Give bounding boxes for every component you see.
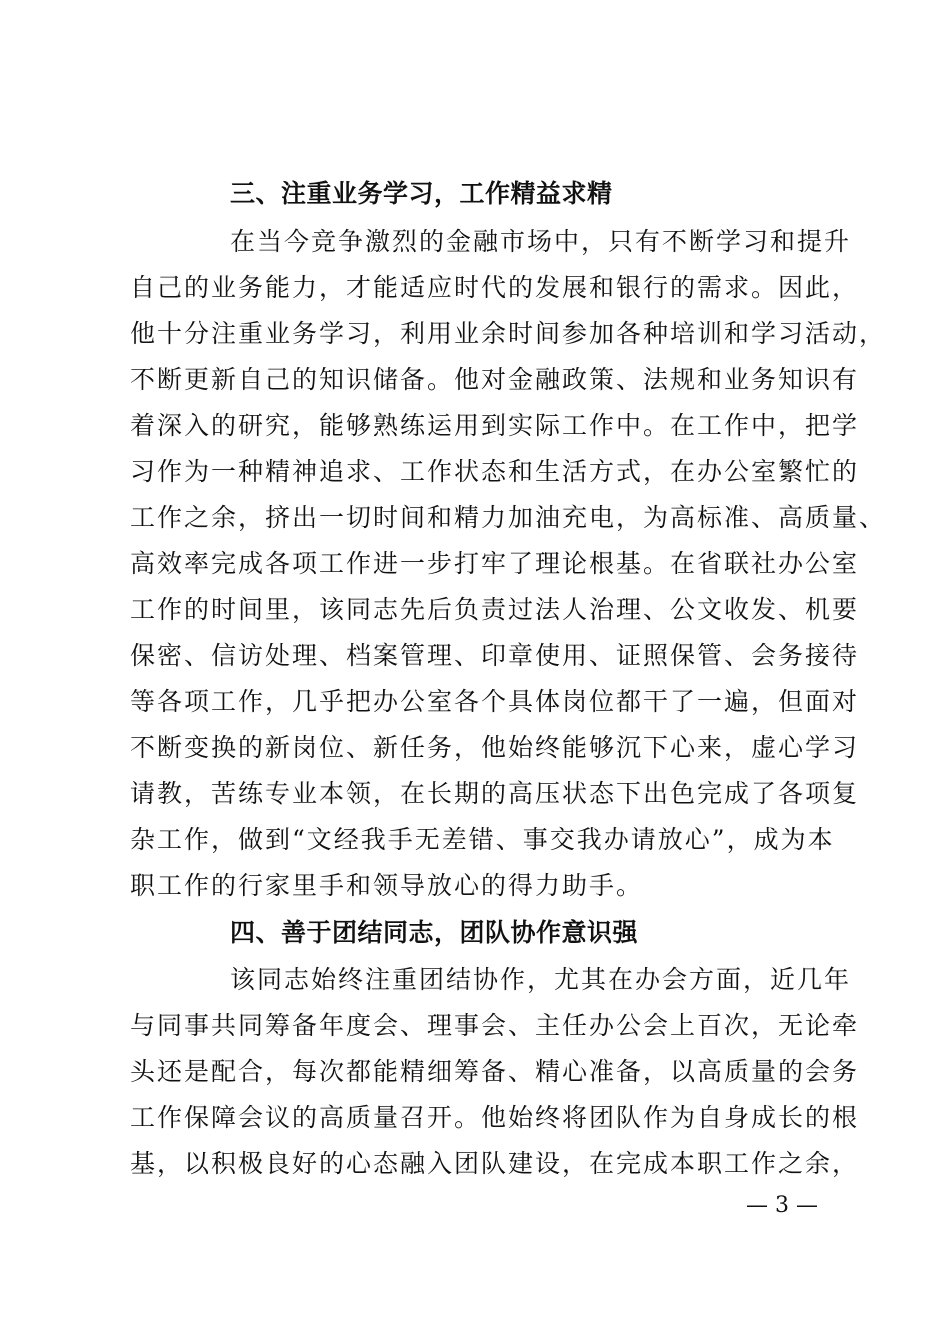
- paragraph-line: 杂工作，做到“文经我手无差错、事交我办请放心”，成为本: [130, 825, 835, 854]
- paragraph-line: 习作为一种精神追求、工作状态和生活方式，在办公室繁忙的: [130, 457, 860, 486]
- paragraph-line: 自己的业务能力，才能适应时代的发展和银行的需求。因此，: [130, 273, 860, 302]
- paragraph-line: 工作保障会议的高质量召开。他始终将团队作为自身成长的根: [130, 1103, 860, 1132]
- paragraph-line: 在当今竞争激烈的金融市场中，只有不断学习和提升: [230, 227, 852, 256]
- paragraph-line: 着深入的研究，能够熟练运用到实际工作中。在工作中，把学: [130, 411, 860, 440]
- paragraph-line: 高效率完成各项工作进一步打牢了理论根基。在省联社办公室: [130, 549, 860, 578]
- paragraph-line: 基，以积极良好的心态融入团队建设，在完成本职工作之余，: [130, 1149, 860, 1178]
- paragraph-line: 不断变换的新岗位、新任务，他始终能够沉下心来，虚心学习: [130, 733, 860, 762]
- paragraph-line: 该同志始终注重团结协作，尤其在办会方面，近几年: [230, 965, 852, 994]
- section-heading-4: 四、善于团结同志，团队协作意识强: [230, 918, 639, 947]
- paragraph-line: 职工作的行家里手和领导放心的得力助手。: [130, 871, 644, 900]
- paragraph-line: 他十分注重业务学习，利用业余时间参加各种培训和学习活动，: [130, 319, 887, 348]
- paragraph-line: 与同事共同筹备年度会、理事会、主任办公会上百次，无论牵: [130, 1011, 860, 1040]
- paragraph-line: 头还是配合，每次都能精细筹备、精心准备，以高质量的会务: [130, 1057, 860, 1086]
- page-number: — 3 —: [746, 1193, 818, 1218]
- section-heading-3: 三、注重业务学习，工作精益求精: [230, 179, 613, 208]
- paragraph-line: 不断更新自己的知识储备。他对金融政策、法规和业务知识有: [130, 365, 860, 394]
- paragraph-line: 请教，苦练专业本领，在长期的高压状态下出色完成了各项复: [130, 779, 860, 808]
- paragraph-line: 保密、信访处理、档案管理、印章使用、证照保管、会务接待: [130, 641, 860, 670]
- paragraph-line: 工作的时间里，该同志先后负责过法人治理、公文收发、机要: [130, 595, 860, 624]
- paragraph-line: 等各项工作，几乎把办公室各个具体岗位都干了一遍，但面对: [130, 687, 860, 716]
- paragraph-line: 工作之余，挤出一切时间和精力加油充电，为高标准、高质量、: [130, 503, 887, 532]
